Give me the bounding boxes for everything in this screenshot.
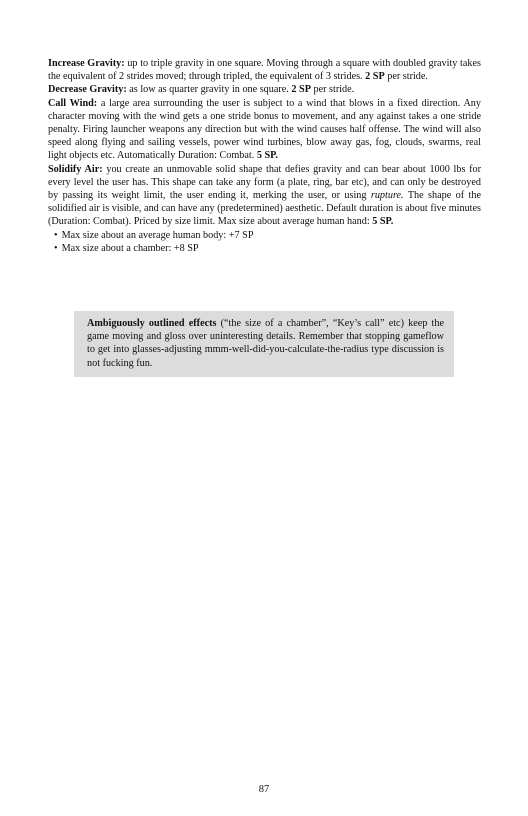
entry-call-wind — [48, 97, 481, 163]
list-item: • Max size about an average human body: +7 SP — [54, 229, 481, 242]
entry-text: as low as quarter gravity in one square. — [126, 84, 292, 96]
entry-term: Call Wind: — [48, 97, 98, 109]
page-number: 87 — [258, 784, 270, 795]
entry-term: Increase Gravity: — [48, 58, 125, 69]
entry-tail: per stride. — [310, 84, 355, 96]
entry-cost: 5 SP. — [372, 216, 394, 228]
entry-tail: per stride. — [384, 71, 428, 83]
entry-text: a large area surrounding the user is subject to a wind that blows in a fixed direction. Any character moving with the wind gets a one stride bonus to movement, and any against takes a one stride penalty. Firing launcher weapons any direction but with the wind causes half offense. The wind will also speed along flying and sailing vessels, power wind turbines, blow away gas, fog, clouds, swarms, real light objects etc. Automatically Duration: Combat. — [48, 97, 481, 162]
rules-text — [48, 57, 481, 255]
note-text: (“the size of a chamber”, “Key’s call” etc) keep the game moving and gloss over uninteresting details. Remember that stopping gameflow to get into glasses-adjusting mmm-well-did-you-calculate-the-radius type discussion is not fucking fun. — [87, 318, 444, 369]
entry-term: Solidify Air: — [48, 163, 103, 175]
rupture-reference: rupture. — [370, 190, 404, 202]
entry-text: you create an unmovable solid shape that defies gravity and can bear about 1000 lbs for every level the user has. This shape can take any form (a plate, ring, bar etc), and can only be destroyed by passing its weight limit, the user ending it, merking the user, or using — [48, 163, 481, 202]
entry-cost: 2 SP — [291, 84, 311, 96]
size-upgrade-list — [48, 229, 481, 255]
entry-decrease-gravity — [48, 83, 481, 96]
list-item: • Max size about a chamber: +8 SP — [54, 242, 481, 255]
entry-term: Decrease Gravity: — [48, 84, 127, 96]
entry-solidify-air — [48, 163, 481, 229]
entry-text: up to triple gravity in one square. Moving through a square with doubled gravity takes the equivalent of 2 strides moved; through tripled, the equivalent of 3 strides. — [48, 58, 481, 83]
entry-cost: 2 SP — [365, 71, 385, 83]
gm-note-box — [74, 311, 454, 377]
note-heading: Ambiguously outlined effects — [87, 318, 217, 329]
entry-cost: 5 SP. — [256, 150, 278, 162]
entry-increase-gravity — [48, 57, 481, 83]
entry-text-continued: The shape of the solidified air is visible, and can have any (predetermined) aesthetic. Default duration is about five minutes (Duration: Combat). Priced by size limit. Max size about average human hand: — [48, 190, 481, 228]
